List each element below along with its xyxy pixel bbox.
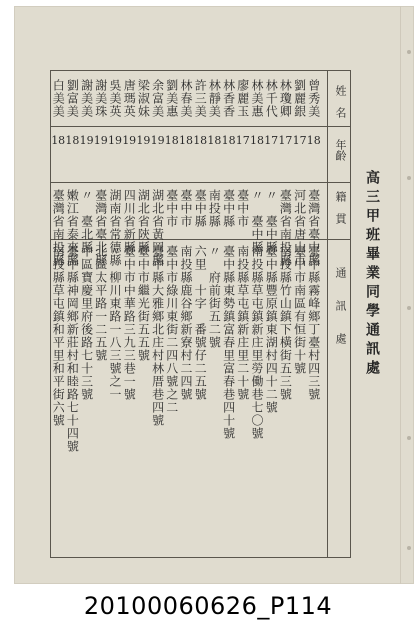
table-cell-origin: 臺中市 (179, 189, 193, 228)
table-cell-address: 臺中市南區有恒街十號 (292, 245, 307, 375)
table-cell-address: 臺中市繼光街五五號 (136, 245, 151, 362)
table-cell-age: 19 (150, 134, 165, 147)
table-cell-address: 六里 十字 番號仔二五號 (193, 245, 208, 401)
binding-hole (407, 546, 411, 550)
table-cell-name: 白美美 (51, 79, 66, 118)
table-cell-origin: 〃 臺中縣 (250, 189, 264, 254)
table-cell-age: 18 (221, 134, 236, 147)
table-cell-age: 18 (250, 134, 264, 147)
table-cell-name: 吳美英 (108, 79, 122, 118)
header-origin: 籍 貫 (334, 191, 347, 224)
roster-table (50, 70, 351, 558)
table-cell-origin: 臺灣省南投縣 (51, 189, 66, 267)
table-cell-name: 劉富美 (65, 79, 80, 118)
table-cell-address: 南投縣草屯鎮新庄里勞働巷七〇號 (250, 245, 264, 440)
table-cell-age: 17 (235, 134, 250, 147)
table-cell-origin: 〃 臺中縣 (264, 189, 279, 254)
row-divider (51, 182, 350, 183)
image-caption: 20100060626_P114 (83, 592, 333, 620)
table-cell-origin: 河北省唐山市 (292, 189, 307, 267)
table-cell-origin: 臺灣省臺北縣 (93, 189, 108, 267)
table-cell-origin: 南投縣 (207, 189, 222, 228)
table-cell-name: 林千代 (264, 79, 279, 118)
binding-hole (407, 176, 411, 180)
table-cell-address: 臺中縣東勢鎮富春里富春巷四十號 (221, 245, 236, 440)
table-cell-name: 林瓊卿 (278, 79, 293, 118)
table-cell-name: 曾秀美 (306, 79, 321, 118)
table-cell-address: 南投縣竹山鎮下橫街五三號 (278, 245, 293, 401)
table-cell-age: 18 (65, 134, 80, 147)
table-cell-age: 18 (207, 134, 222, 147)
table-cell-name: 林靜美 (207, 79, 222, 118)
binding-hole (407, 306, 411, 310)
page-fold-line (400, 6, 401, 584)
binding-hole (407, 50, 411, 54)
table-cell-age: 19 (93, 134, 108, 147)
table-cell-age: 17 (278, 134, 293, 147)
page-title: 高三甲班畢業同學通訊處 (364, 169, 380, 379)
table-cell-age: 18 (179, 134, 193, 147)
table-cell-name: 謝美美 (79, 79, 94, 118)
table-cell-address: 北區太平路一二五號 (93, 245, 108, 362)
table-cell-origin: 臺灣省臺中縣 (306, 189, 321, 267)
binding-holes (405, 6, 415, 584)
table-cell-age: 19 (79, 134, 94, 147)
table-cell-address: 臺中縣大雅鄉北庄村林厝巷四號 (150, 245, 165, 427)
table-cell-address: 中區寶慶里府後路七十三號 (79, 245, 94, 401)
table-cell-origin: 〃 臺北縣 (79, 189, 94, 254)
table-cell-origin: 四川省新縣 (122, 189, 137, 254)
header-age: 年齡 (334, 139, 347, 161)
binding-hole (407, 436, 411, 440)
table-cell-age: 18 (193, 134, 208, 147)
table-cell-age: 18 (306, 134, 321, 147)
table-cell-origin: 湖北省黃岡縣 (150, 189, 165, 267)
table-cell-age: 17 (292, 134, 307, 147)
table-cell-name: 林春美 (179, 79, 193, 118)
table-cell-origin: 臺中縣 (221, 189, 236, 228)
table-cell-address: 南投縣草屯鎮和平里和平街六號 (51, 245, 66, 427)
table-cell-name: 林美惠 (250, 79, 264, 118)
table-cell-address: 臺中縣神岡鄉新莊村和睦路七十四號 (65, 245, 80, 453)
row-divider (51, 126, 350, 127)
table-cell-age: 19 (108, 134, 122, 147)
table-cell-age: 18 (51, 134, 66, 147)
table-cell-name: 許三美 (193, 79, 208, 118)
table-cell-address: 臺中市中華路三九三巷一號 (122, 245, 137, 401)
table-cell-address: 臺中縣豐原鎮東湖村四十二號 (264, 245, 279, 414)
table-cell-name: 林香香 (221, 79, 236, 118)
header-name: 姓 名 (334, 85, 347, 118)
table-cell-name: 謝美珠 (93, 79, 108, 118)
table-cell-origin: 臺中縣 (193, 189, 208, 228)
table-cell-address: 〃 柳川東路一八三號之一 (108, 245, 122, 401)
table-cell-origin: 湖南省常德縣 (108, 189, 122, 267)
table-cell-address: 臺中縣霧峰鄉丁臺村四三號 (306, 245, 321, 401)
table-cell-name: 余富美 (150, 79, 165, 118)
document-page (14, 6, 414, 584)
table-cell-age: 18 (164, 134, 179, 147)
table-cell-name: 劉麗銀 (292, 79, 307, 118)
table-cell-name: 唐瑪英 (122, 79, 137, 118)
header-divider (327, 71, 328, 557)
table-cell-origin: 嫩江省泰來縣 (65, 189, 80, 267)
table-cell-age: 17 (264, 134, 279, 147)
table-cell-address: 南投縣草屯鎮新庄里二十號 (235, 245, 250, 401)
table-cell-origin: 臺中市 (164, 189, 179, 228)
table-cell-address: 〃 府前街五二號 (207, 245, 222, 349)
table-cell-name: 廖麗玉 (235, 79, 250, 118)
header-address: 通 訊 處 (334, 267, 347, 344)
table-cell-origin: 湖北省陝縣 (136, 189, 151, 254)
table-cell-name: 劉美惠 (164, 79, 179, 118)
table-cell-origin: 臺中市 (235, 189, 250, 228)
table-cell-address: 南投縣鹿谷鄉新寮村二四號 (179, 245, 193, 401)
table-cell-origin: 臺灣省南投縣 (278, 189, 293, 267)
table-cell-age: 19 (136, 134, 151, 147)
table-cell-age: 19 (122, 134, 137, 147)
table-cell-address: 臺中市綠川東街二四八號之二 (164, 245, 179, 414)
table-cell-name: 梁淑妹 (136, 79, 151, 118)
